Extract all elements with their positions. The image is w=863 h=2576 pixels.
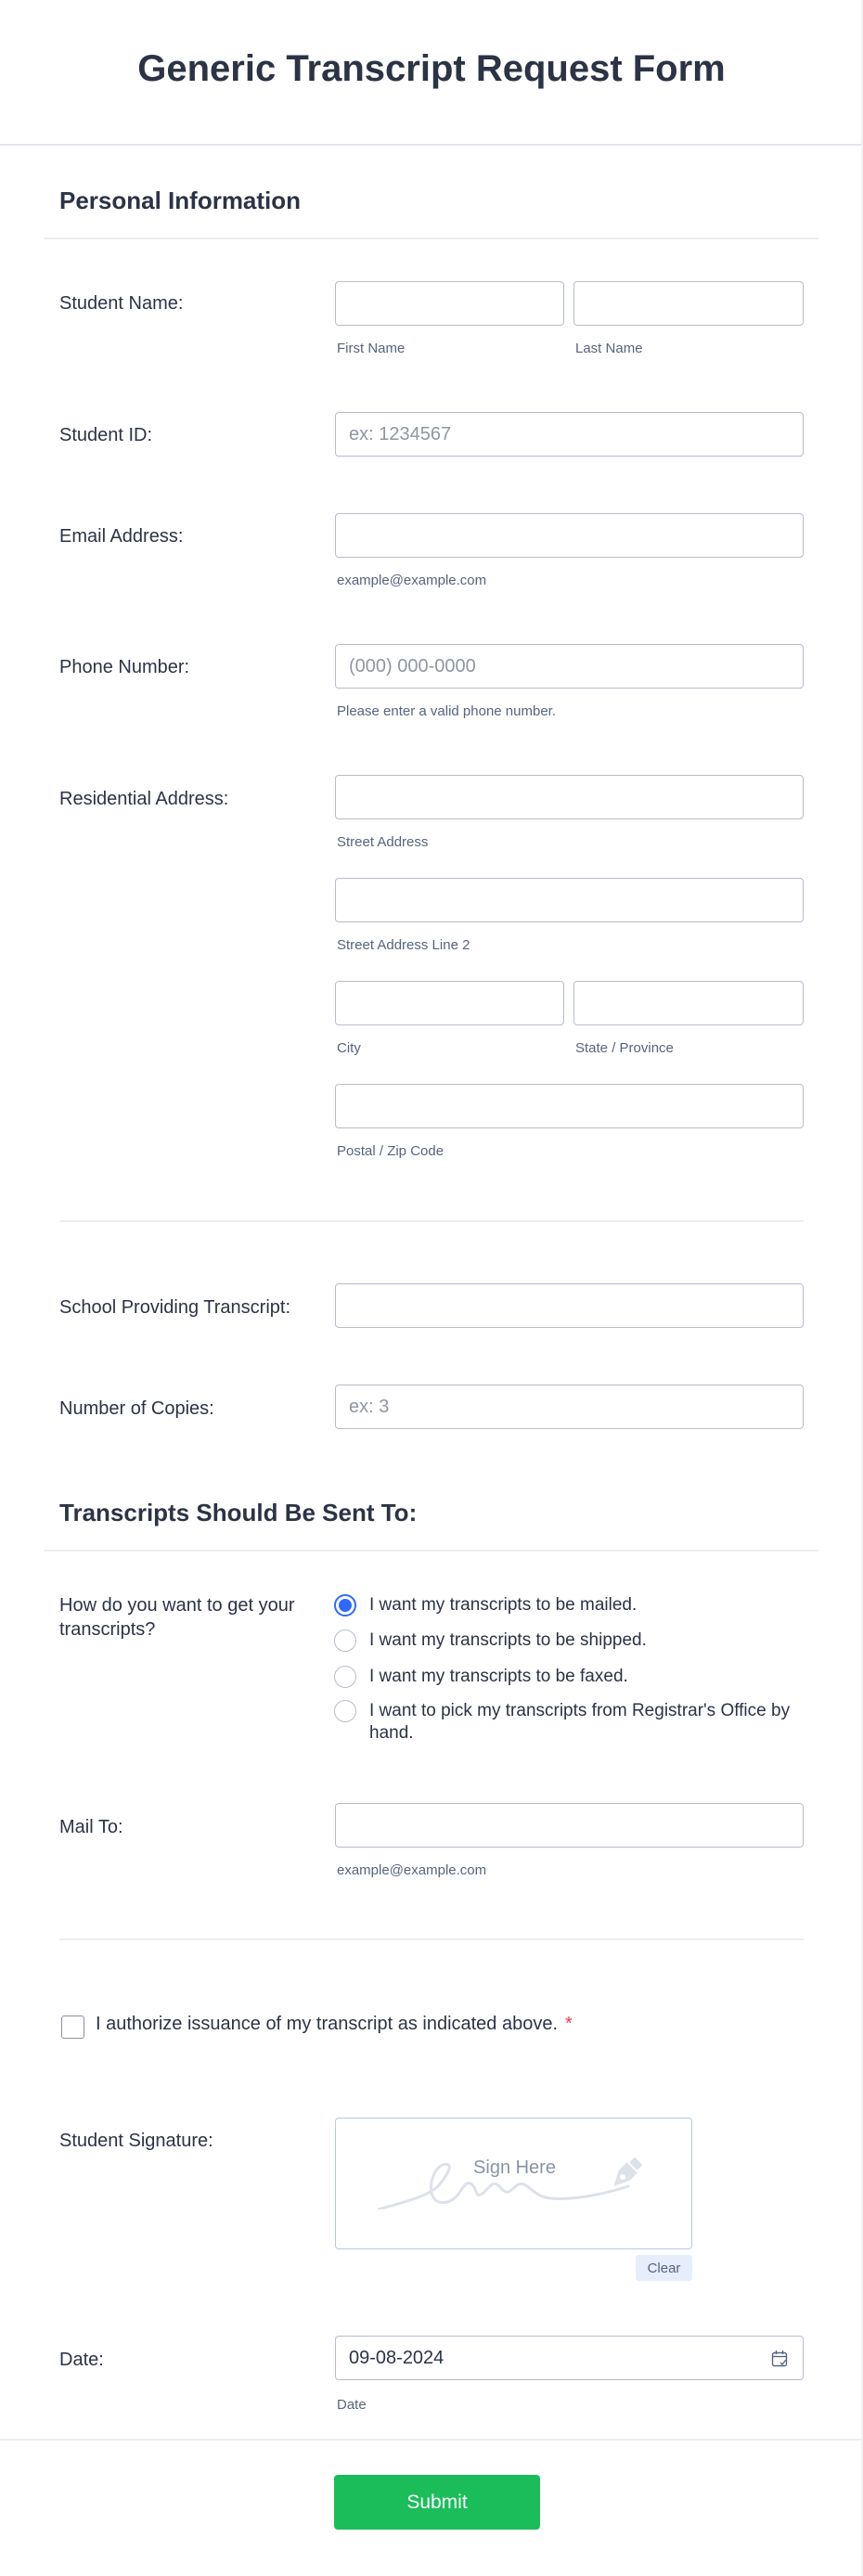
section-divider	[44, 238, 818, 239]
section-personal-information: Personal Information	[59, 187, 302, 214]
mail-to-label: Mail To:	[59, 1817, 123, 1837]
school-label: School Providing Transcript:	[59, 1297, 291, 1318]
student-name-label: Student Name:	[59, 293, 184, 314]
radio-option-shipped[interactable]	[334, 1629, 805, 1652]
authorize-label-text: I authorize issuance of my transcript as indicated above.	[96, 2014, 559, 2034]
radio-label: I want my transcripts to be faxed.	[369, 1667, 628, 1686]
copies-input[interactable]	[335, 1385, 804, 1429]
radio-option-faxed[interactable]	[334, 1666, 805, 1688]
street-address-line2-sublabel: Street Address Line 2	[337, 937, 470, 953]
street-address-line2-input[interactable]	[335, 878, 804, 922]
state-sublabel: State / Province	[575, 1040, 674, 1056]
phone-sublabel: Please enter a valid phone number.	[337, 703, 556, 719]
radio-label: I want to pick my transcripts from Registrar's Office by hand.	[369, 1701, 791, 1743]
required-mark: *	[565, 2014, 573, 2034]
date-sublabel: Date	[337, 2397, 367, 2413]
first-name-sublabel: First Name	[337, 341, 406, 356]
student-id-label: Student ID:	[59, 425, 153, 445]
radio-button[interactable]	[334, 1666, 356, 1688]
radio-label: I want my transcripts to be shipped.	[369, 1630, 647, 1650]
email-label: Email Address:	[59, 526, 184, 547]
footer-divider	[0, 2439, 863, 2441]
date-label: Date:	[59, 2350, 104, 2370]
city-input[interactable]	[335, 981, 564, 1025]
phone-label: Phone Number:	[59, 657, 190, 677]
radio-label: I want my transcripts to be mailed.	[369, 1595, 638, 1615]
sign-here-placeholder: Sign Here	[473, 2157, 556, 2178]
state-input[interactable]	[573, 981, 804, 1025]
radio-button[interactable]	[334, 1629, 356, 1652]
mail-to-input[interactable]	[335, 1803, 804, 1848]
form-header	[0, 0, 863, 146]
clear-signature-button[interactable]: Clear	[636, 2255, 692, 2281]
radio-option-mailed[interactable]	[334, 1594, 805, 1616]
authorize-checkbox[interactable]	[61, 2016, 84, 2039]
signature-label: Student Signature:	[59, 2131, 213, 2151]
email-input[interactable]	[335, 513, 804, 558]
phone-input[interactable]	[335, 644, 804, 689]
radio-button[interactable]	[334, 1700, 356, 1722]
last-name-input[interactable]	[573, 281, 804, 326]
email-sublabel: example@example.com	[337, 573, 487, 588]
first-name-input[interactable]	[335, 281, 564, 326]
city-sublabel: City	[337, 1040, 361, 1056]
mail-to-sublabel: example@example.com	[337, 1862, 487, 1878]
divider	[59, 1938, 804, 1940]
delivery-method-label: How do you want to get your transcripts?	[59, 1595, 295, 1640]
authorize-label	[96, 2014, 573, 2035]
section-divider	[44, 1550, 818, 1552]
date-input[interactable]	[335, 2336, 804, 2380]
copies-label: Number of Copies:	[59, 1398, 214, 1419]
radio-button[interactable]	[334, 1594, 356, 1616]
signature-pad[interactable]	[335, 2118, 692, 2249]
calendar-icon[interactable]	[771, 2350, 788, 2368]
radio-option-pickup[interactable]	[334, 1700, 805, 1745]
postal-code-input[interactable]	[335, 1084, 804, 1128]
divider	[59, 1220, 804, 1222]
submit-button[interactable]: Submit	[334, 2475, 540, 2530]
student-id-input[interactable]	[335, 412, 804, 457]
form-title: Generic Transcript Request Form	[137, 48, 726, 89]
last-name-sublabel: Last Name	[575, 341, 643, 356]
street-address-input[interactable]	[335, 775, 804, 819]
section-transcripts-sent-to: Transcripts Should Be Sent To:	[59, 1499, 418, 1526]
street-address-sublabel: Street Address	[337, 834, 429, 850]
address-label: Residential Address:	[59, 789, 229, 809]
school-input[interactable]	[335, 1283, 804, 1328]
postal-code-sublabel: Postal / Zip Code	[337, 1143, 444, 1159]
